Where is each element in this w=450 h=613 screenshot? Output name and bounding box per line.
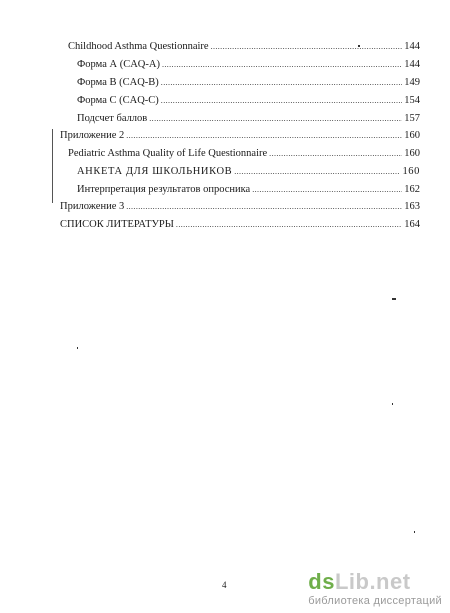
toc-leader-dots: [252, 183, 402, 196]
toc-entry-title: АНКЕТА ДЛЯ ШКОЛЬНИКОВ: [77, 166, 233, 177]
toc-entry-page: 144: [404, 59, 420, 70]
toc-leader-dots: [162, 58, 402, 71]
toc-entry[interactable]: [77, 94, 420, 107]
margin-line: [52, 129, 53, 203]
toc-entry-title: Pediatric Asthma Quality of Life Questionnaire: [68, 148, 268, 159]
scan-speck: [392, 298, 396, 300]
toc-entry-title: СПИСОК ЛИТЕРАТУРЫ: [60, 219, 174, 230]
toc-entry[interactable]: [77, 183, 420, 196]
scan-speck: [77, 347, 78, 349]
toc-entry-page: 149: [404, 77, 420, 88]
toc-entry[interactable]: [60, 218, 420, 231]
toc-entry[interactable]: [60, 200, 420, 213]
scan-speck: [358, 45, 360, 47]
toc-entry-page: 164: [404, 219, 420, 230]
toc-entry[interactable]: [68, 147, 420, 160]
toc-entry-title: Подсчет баллов: [77, 113, 148, 124]
toc-entry-page: 154: [404, 95, 420, 106]
toc-leader-dots: [149, 112, 402, 125]
toc-entry[interactable]: [77, 165, 420, 178]
toc-leader-dots: [211, 40, 403, 53]
toc-entry-title: Childhood Asthma Questionnaire: [68, 41, 209, 52]
toc-entry[interactable]: [77, 112, 420, 125]
toc-entry-page: 160: [402, 166, 420, 177]
toc-entry-title: Форма А (CAQ-A): [77, 59, 160, 70]
watermark-subtitle: библиотека диссертаций: [308, 595, 442, 607]
toc-entry-page: 160: [404, 148, 420, 159]
toc-entry-title: Форма В (CAQ-B): [77, 77, 159, 88]
toc-entry-page: 163: [404, 201, 420, 212]
toc-entry-title: Интерпретация результатов опросника: [77, 184, 251, 195]
scan-speck: [414, 531, 415, 533]
toc-entry[interactable]: [77, 76, 420, 89]
toc-entry[interactable]: [77, 58, 420, 71]
toc-entry-page: 144: [404, 41, 420, 52]
watermark[interactable]: [308, 570, 442, 607]
toc-entry-title: Приложение 2: [60, 130, 125, 141]
toc-entry-page: 162: [404, 184, 420, 195]
toc-leader-dots: [126, 129, 402, 142]
toc-entry[interactable]: [68, 40, 420, 53]
toc-leader-dots: [234, 165, 400, 178]
watermark-logo: dsLib.net: [308, 569, 411, 594]
toc-entry-title: Форма С (CAQ-C): [77, 95, 159, 106]
toc-entry-title: Приложение 3: [60, 201, 125, 212]
toc-leader-dots: [161, 76, 402, 89]
toc-leader-dots: [269, 147, 402, 160]
toc-leader-dots: [161, 94, 402, 107]
scan-speck: [392, 403, 393, 405]
toc-leader-dots: [126, 200, 402, 213]
toc-entry[interactable]: [60, 129, 420, 142]
toc-entry-page: 157: [404, 113, 420, 124]
toc-entry-page: 160: [404, 130, 420, 141]
page-number: 4: [222, 580, 227, 590]
toc-leader-dots: [176, 218, 402, 231]
